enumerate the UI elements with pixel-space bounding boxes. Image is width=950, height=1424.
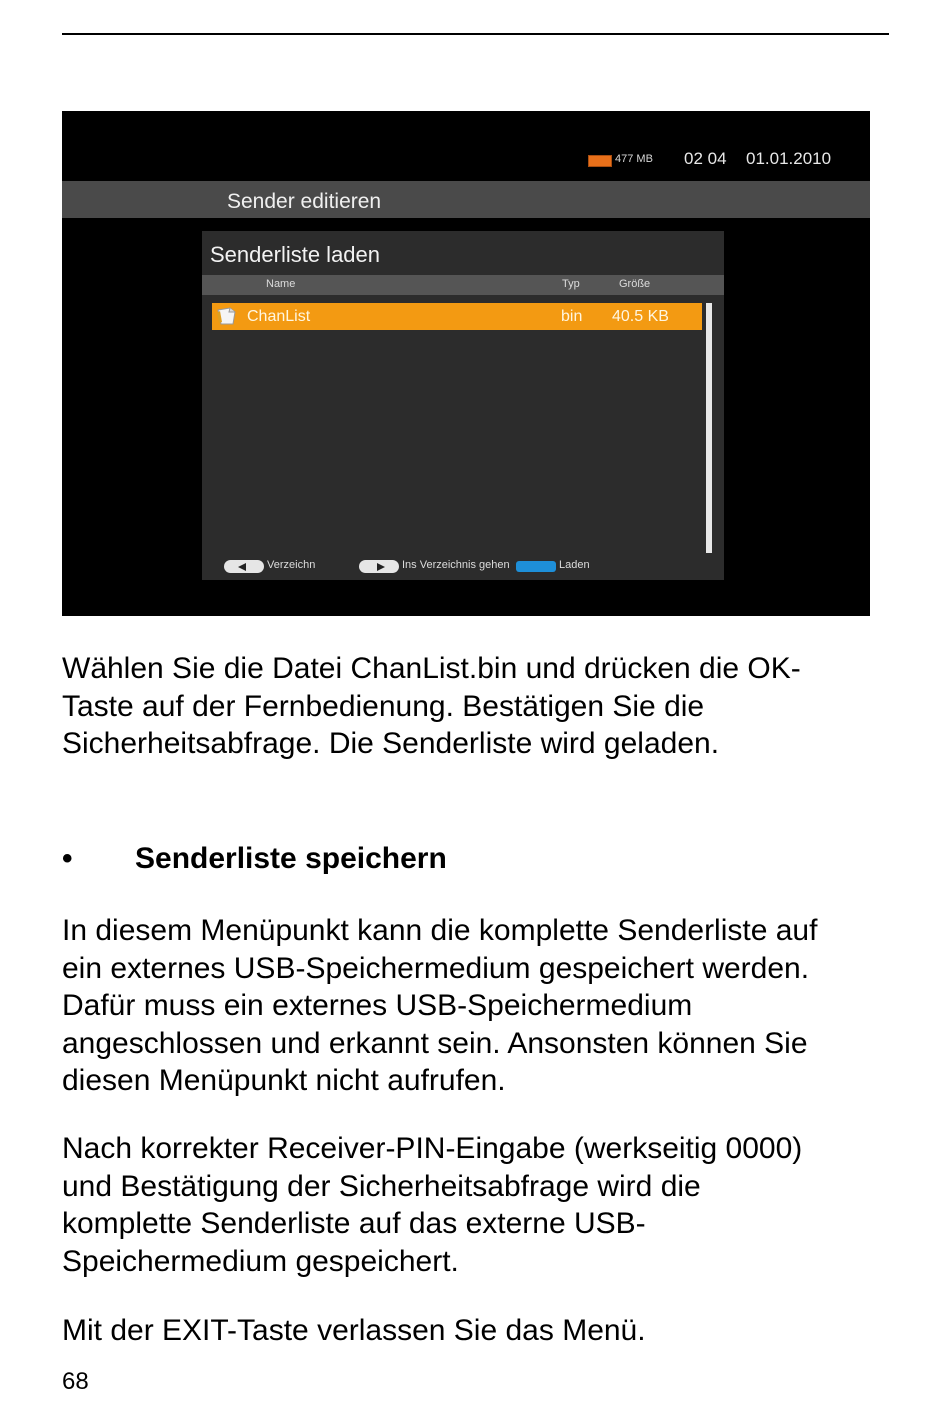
file-icon: [216, 307, 238, 325]
storage-icon: [588, 155, 612, 167]
left-key-label: Verzeichn: [267, 559, 316, 571]
bullet-icon: •: [62, 842, 73, 875]
column-name: Name: [266, 278, 296, 290]
page-number: 68: [62, 1368, 89, 1395]
file-size: 40.5 KB: [612, 308, 669, 325]
text-line: Dafür muss ein externes USB-Speichermedium: [62, 989, 693, 1022]
text-line: angeschlossen und erkannt sein. Ansonsten können Sie: [62, 1026, 808, 1060]
paragraph-description: [62, 912, 892, 1100]
text-line: und Bestätigung der Sicherheitsabfrage wird die: [62, 1169, 701, 1203]
paragraph-select-file: [62, 650, 892, 763]
status-bar: [62, 111, 870, 181]
paragraph-pin: [62, 1130, 892, 1280]
left-key-button: [224, 560, 264, 573]
list-item[interactable]: [212, 303, 702, 330]
text-line: ein externes USB-Speichermedium gespeichert werden.: [62, 951, 810, 985]
storage-text: 477 MB: [615, 153, 653, 165]
scrollbar[interactable]: [706, 303, 712, 553]
file-type: bin: [561, 308, 583, 325]
text-line: Mit der EXIT-Taste verlassen Sie das Menü.: [62, 1314, 646, 1347]
text-line: Taste auf der Fernbedienung. Bestätigen Sie die: [62, 689, 705, 723]
column-size: Größe: [619, 278, 651, 290]
key-legend: [202, 553, 724, 580]
tv-screenshot: [62, 111, 870, 616]
top-rule: [62, 33, 889, 35]
dialog-title: Senderliste laden: [210, 242, 381, 267]
text-line: Speichermedium gespeichert.: [62, 1244, 459, 1278]
heading-text: Senderliste speichern: [135, 842, 447, 875]
blue-key-label: Laden: [559, 559, 590, 571]
column-type: Typ: [562, 278, 580, 290]
date-text: 01.01.2010: [746, 149, 832, 168]
text-line: In diesem Menüpunkt kann die komplette Senderliste auf: [62, 914, 818, 947]
text-line: komplette Senderliste auf das externe USB-: [62, 1207, 646, 1240]
arrow-right-icon: [377, 563, 385, 571]
right-key-button: [359, 560, 399, 573]
file-name: ChanList: [247, 308, 311, 325]
channel-list-dialog: [202, 231, 724, 580]
blue-key-button: [516, 561, 556, 572]
paragraph-exit: [62, 1312, 892, 1350]
right-key-label: Ins Verzeichnis gehen: [402, 559, 510, 571]
arrow-left-icon: [238, 563, 246, 571]
text-line: Sicherheitsabfrage. Die Senderliste wird geladen.: [62, 727, 720, 760]
column-header: [202, 275, 724, 295]
menu-header: [62, 181, 870, 218]
text-line: Nach korrekter Receiver-PIN-Eingabe (werkseitig 0000): [62, 1132, 803, 1165]
menu-title: Sender editieren: [227, 190, 382, 213]
time-text: 02 04: [684, 149, 727, 168]
text-line: diesen Menüpunkt nicht aufrufen.: [62, 1064, 506, 1097]
text-line: Wählen Sie die Datei ChanList.bin und drücken die OK-: [62, 652, 801, 685]
